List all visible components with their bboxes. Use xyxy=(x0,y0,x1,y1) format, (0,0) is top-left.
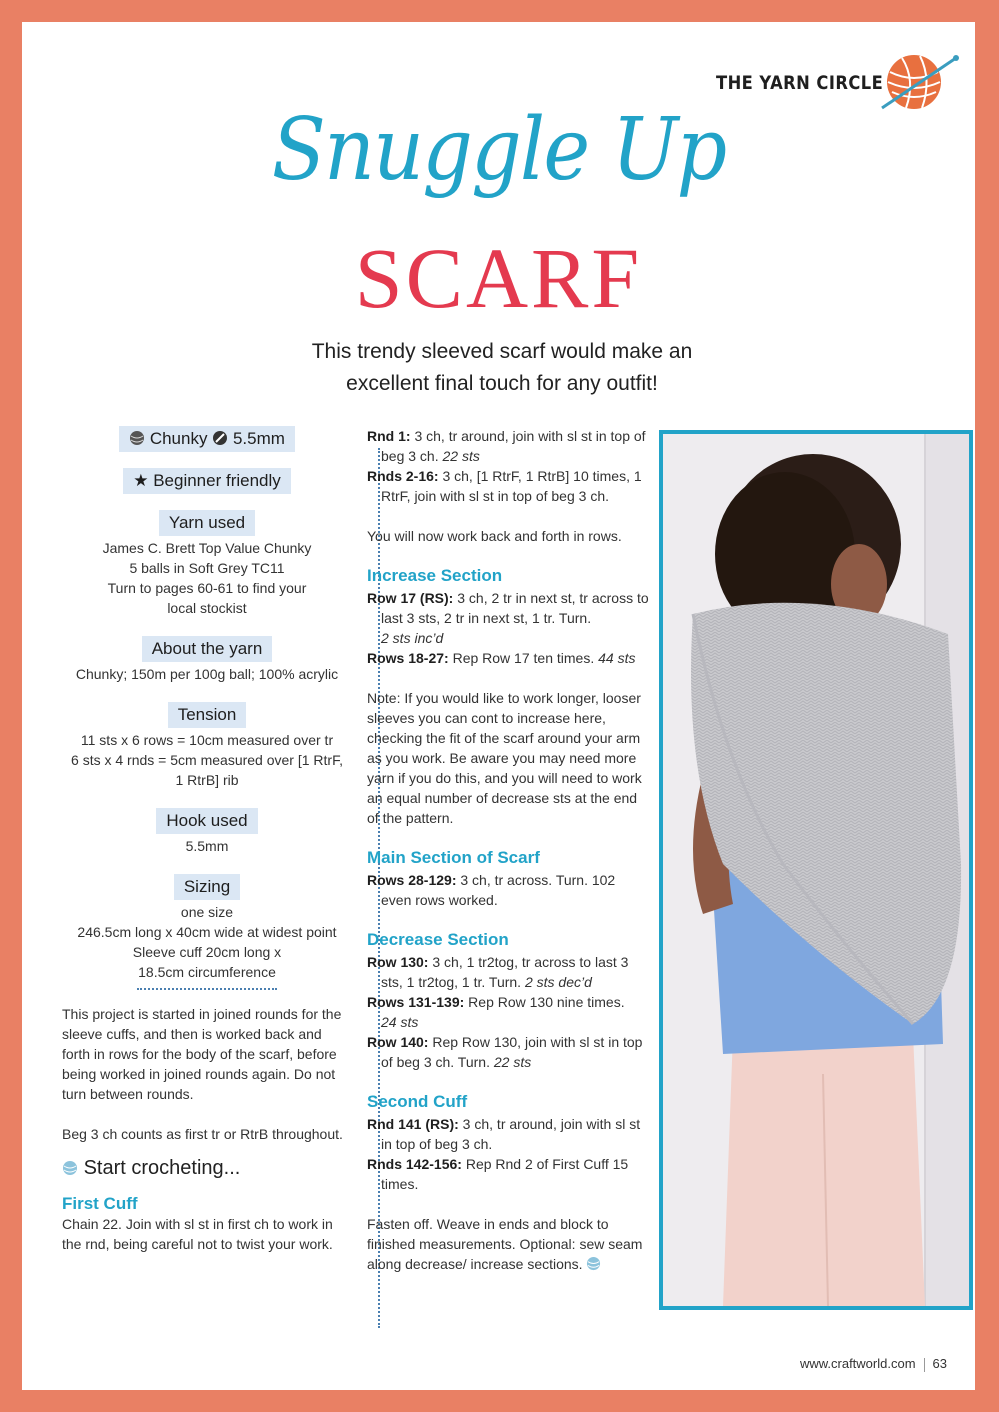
rnds142-label: Rnds 142-156: xyxy=(367,1156,462,1172)
middle-column xyxy=(367,426,649,1294)
model-photo xyxy=(659,430,973,1310)
finish-paragraph xyxy=(367,1214,649,1274)
about-yarn-section xyxy=(62,636,352,684)
start-heading xyxy=(62,1158,352,1178)
yarn-used-section xyxy=(62,510,352,618)
yarn-used-line: 5 balls in Soft Grey TC11 xyxy=(129,560,285,576)
footer-url: www.craftworld.com xyxy=(799,1356,916,1371)
yarn-used-line: Turn to pages 60-61 to find your xyxy=(107,580,307,596)
subtitle-line-2: excellent final touch for any outfit! xyxy=(346,372,658,395)
hook-used-text: 5.5mm xyxy=(185,838,229,854)
start-heading-text: Start crocheting... xyxy=(83,1157,241,1179)
yarn-ball-icon xyxy=(129,430,145,446)
about-yarn-text: Chunky; 150m per 100g ball; 100% acrylic xyxy=(75,666,339,682)
photo-illustration xyxy=(663,434,969,1306)
rows18-label: Rows 18-27: xyxy=(367,650,449,666)
footer-separator xyxy=(924,1358,925,1372)
second-cuff-heading: Second Cuff xyxy=(367,1092,468,1111)
page-number: 63 xyxy=(932,1356,947,1371)
yarn-ball-icon xyxy=(62,1160,78,1176)
hook-icon xyxy=(212,430,228,446)
row17-label: Row 17 (RS): xyxy=(367,590,454,606)
rnd141-text: 3 ch, tr around, join with sl st in top of beg 3 ch. xyxy=(381,1116,641,1152)
row17-text: 3 ch, 2 tr in next st, tr across to last 3 sts, 2 tr in next st, 1 tr. Turn. xyxy=(381,590,649,626)
tension-line: 11 sts x 6 rows = 10cm measured over tr xyxy=(80,732,334,748)
row130-count: 2 sts dec’d xyxy=(524,974,592,990)
rows131-label: Rows 131-139: xyxy=(367,994,465,1010)
rows18-count: 44 sts xyxy=(598,650,636,666)
yarn-used-line: local stockist xyxy=(167,600,247,616)
rows28-text: 3 ch, tr across. Turn. 102 even rows worked. xyxy=(381,872,616,908)
sizing-line: 18.5cm circumference xyxy=(138,964,276,980)
weight-label: Chunky xyxy=(149,429,208,448)
yarn-used-line: James C. Brett Top Value Chunky xyxy=(102,540,312,556)
rnds2-text: 3 ch, [1 RtrF, 1 RtrB] 10 times, 1 RtrF, join with sl st in top of beg 3 ch. xyxy=(381,468,642,504)
rnd1-text: 3 ch, tr around, join with sl st in top of beg 3 ch. xyxy=(381,428,646,464)
hook-size-label: 5.5mm xyxy=(232,429,285,448)
increase-note: Note: If you would like to work longer, looser sleeves you can cont to increase here, checking the fit of the scarf around your arm as you work. Be aware you may need more yarn if you do this, and you will need to work an equal number of decrease sts at the end of the pattern. xyxy=(367,690,642,826)
first-cuff-heading: First Cuff xyxy=(62,1194,138,1213)
rows131-count: 24 sts xyxy=(381,1014,419,1030)
level-badge xyxy=(123,468,291,494)
left-column xyxy=(62,426,352,1254)
rnds142-text: Rep Rnd 2 of First Cuff 15 times. xyxy=(381,1156,629,1192)
title-line-2: SCARF xyxy=(354,230,643,326)
tension-section xyxy=(62,702,352,790)
sizing-line: one size xyxy=(180,904,234,920)
subtitle xyxy=(252,336,752,400)
rnd1-label: Rnd 1: xyxy=(367,428,411,444)
dotted-divider xyxy=(137,988,277,990)
row17-count: 2 sts inc’d xyxy=(381,630,444,646)
row140-label: Row 140: xyxy=(367,1034,429,1050)
subtitle-line-1: This trendy sleeved scarf would make an xyxy=(311,340,693,363)
yarn-used-heading: Yarn used xyxy=(159,510,255,536)
rows28-label: Rows 28-129: xyxy=(367,872,457,888)
intro-paragraph: This project is started in joined rounds for the sleeve cuffs, and then is worked back and forth in rows for the body of the scarf, before being worked in joined rounds again. Do not turn between rounds. xyxy=(62,1006,342,1102)
brand-name: THE YARN CIRCLE xyxy=(716,72,884,94)
rnd141-label: Rnd 141 (RS): xyxy=(367,1116,459,1132)
hook-used-section xyxy=(62,808,352,856)
row130-text: 3 ch, 1 tr2tog, tr across to last 3 sts, 1 tr2tog, 1 tr. Turn. xyxy=(381,954,629,990)
rows18-text: Rep Row 17 ten times. xyxy=(448,650,595,666)
tension-line: 1 RtrB] rib xyxy=(175,772,239,788)
sizing-section xyxy=(62,874,352,982)
magazine-page xyxy=(22,22,975,1390)
row130-label: Row 130: xyxy=(367,954,429,970)
main-section-heading: Main Section of Scarf xyxy=(367,848,540,867)
rnd1-count: 22 sts xyxy=(442,448,480,464)
rnds2-label: Rnds 2-16: xyxy=(367,468,439,484)
sizing-line: 246.5cm long x 40cm wide at widest point xyxy=(77,924,337,940)
page-footer xyxy=(800,1356,947,1372)
about-yarn-heading: About the yarn xyxy=(142,636,273,662)
tension-line: 6 sts x 4 rnds = 5cm measured over [1 RtrF, xyxy=(71,752,343,768)
tension-heading: Tension xyxy=(168,702,247,728)
decrease-heading: Decrease Section xyxy=(367,930,509,949)
sizing-line: Sleeve cuff 20cm long x xyxy=(132,944,282,960)
rows-note: You will now work back and forth in rows. xyxy=(367,528,622,544)
yarn-ball-icon xyxy=(586,1256,601,1271)
rows131-text: Rep Row 130 nine times. xyxy=(464,994,625,1010)
row140-text: Rep Row 130, join with sl st in top of beg 3 ch. Turn. xyxy=(381,1034,643,1070)
sizing-heading: Sizing xyxy=(174,874,240,900)
hook-used-heading: Hook used xyxy=(156,808,257,834)
weight-hook-badge xyxy=(119,426,295,452)
row140-count: 22 sts xyxy=(493,1054,532,1070)
title-line-1: Snuggle Up xyxy=(271,100,726,200)
first-cuff-text: Chain 22. Join with sl st in first ch to work in the rnd, being careful not to twist your work. xyxy=(62,1216,333,1252)
increase-heading: Increase Section xyxy=(367,566,503,585)
level-label: Beginner friendly xyxy=(153,471,281,490)
star-icon: ★ xyxy=(133,471,149,490)
beg-note: Beg 3 ch counts as first tr or RtrB throughout. xyxy=(62,1126,343,1142)
finish-text: Fasten off. Weave in ends and block to finished measurements. Optional: sew seam along decrease/ increase sections. xyxy=(367,1216,643,1272)
